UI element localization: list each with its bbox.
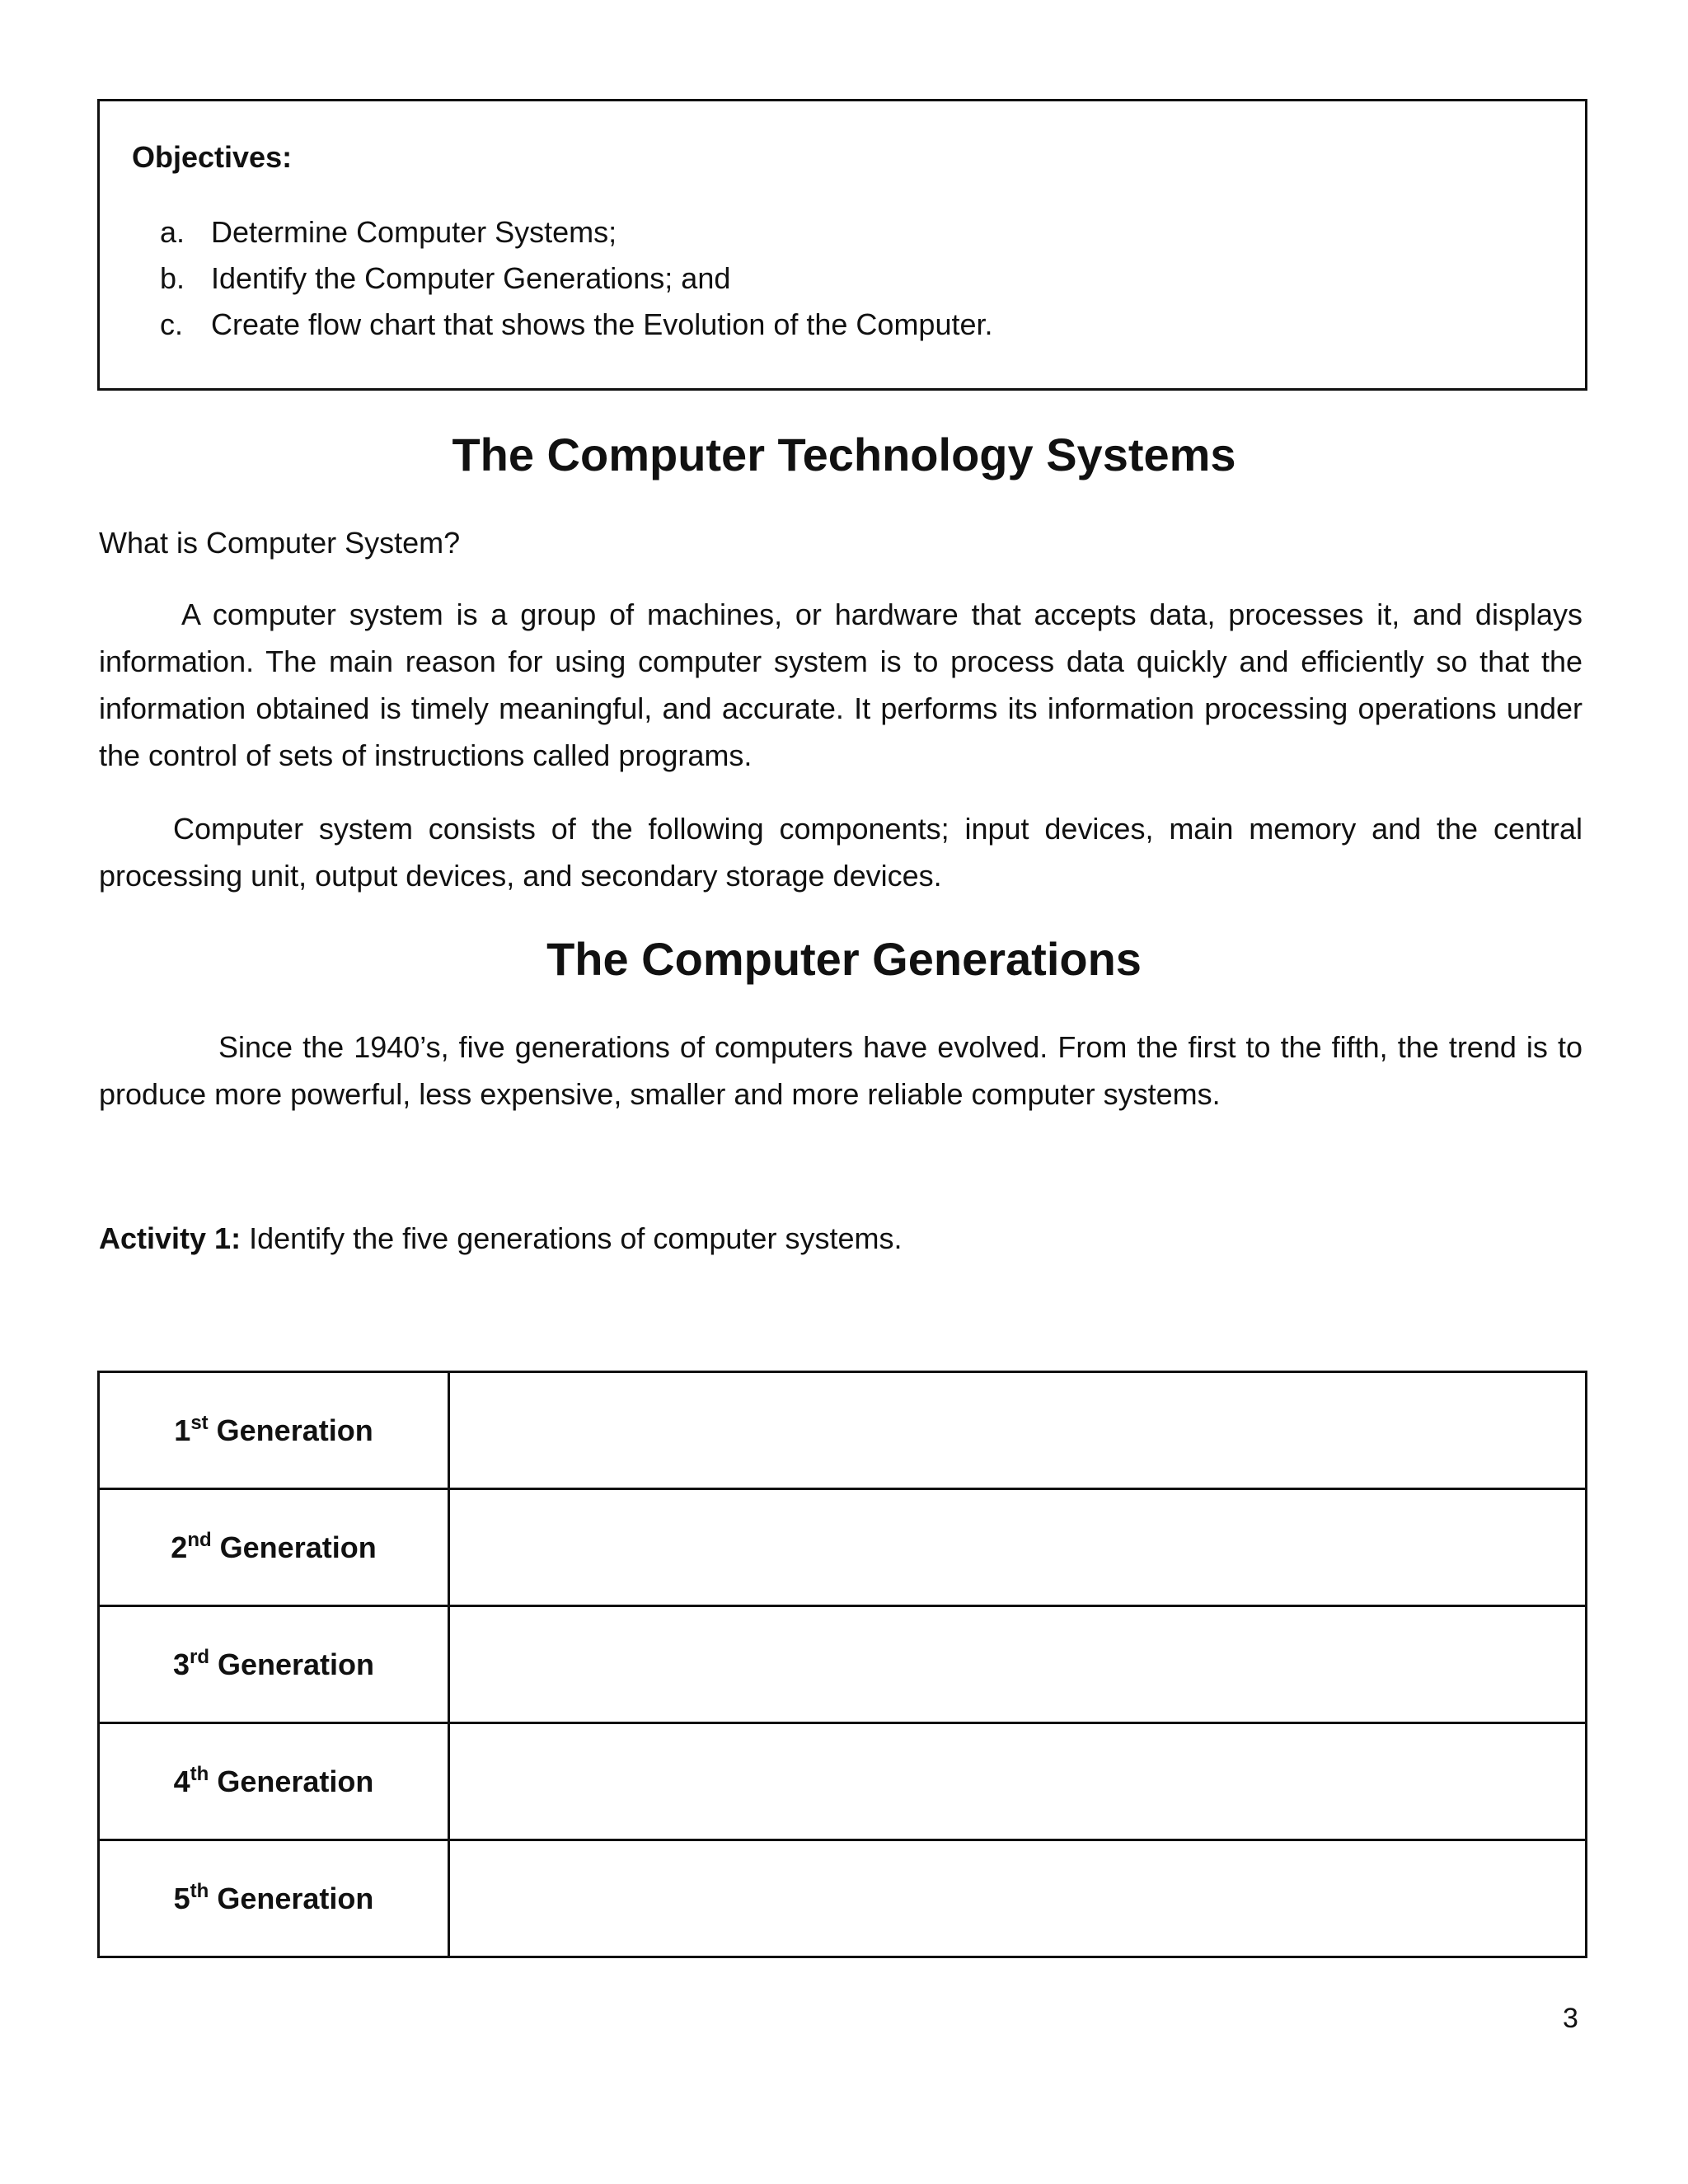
- table-row: [99, 1606, 1587, 1723]
- generation-answer-cell[interactable]: [449, 1723, 1587, 1840]
- table-row: [99, 1723, 1587, 1840]
- generation-answer-cell[interactable]: [449, 1372, 1587, 1489]
- activity-instruction: [99, 1221, 902, 1256]
- objective-text: Determine Computer Systems;: [211, 215, 617, 249]
- generation-label: 3rd Generation: [99, 1606, 449, 1723]
- generation-label: 4th Generation: [99, 1723, 449, 1840]
- section-heading-generations: The Computer Generations: [546, 933, 1142, 985]
- table-row: [99, 1840, 1587, 1957]
- table-row: [99, 1489, 1587, 1606]
- generation-label: 2nd Generation: [99, 1489, 449, 1606]
- objective-text: Identify the Computer Generations; and: [211, 261, 731, 295]
- paragraph-generations: Since the 1940’s, five generations of computers have evolved. From the first to the fifth, the trend is to produce more powerful, less expensive, smaller and more reliable computer systems.: [99, 1030, 1582, 1111]
- table-row: [99, 1372, 1587, 1489]
- question-text: What is Computer System?: [99, 526, 461, 560]
- activity-text: Identify the five generations of computer systems.: [241, 1221, 903, 1255]
- generation-answer-cell[interactable]: [449, 1840, 1587, 1957]
- activity-label: Activity 1:: [99, 1221, 241, 1255]
- objective-text: Create flow chart that shows the Evolution of the Computer.: [211, 307, 993, 341]
- objective-letter: b.: [160, 261, 185, 295]
- paragraph-components: Computer system consists of the following components; input devices, main memory and the central processing unit, output devices, and secondary storage devices.: [99, 812, 1582, 893]
- generation-label: 5th Generation: [99, 1840, 449, 1957]
- objective-item: [160, 262, 730, 295]
- generations-table: [97, 1371, 1587, 1958]
- generation-answer-cell[interactable]: [449, 1606, 1587, 1723]
- objective-letter: c.: [160, 307, 184, 341]
- objective-item: [160, 216, 617, 249]
- objective-letter: a.: [160, 215, 185, 249]
- section-heading-technology-systems: The Computer Technology Systems: [452, 429, 1236, 480]
- objectives-title: Objectives:: [132, 140, 293, 174]
- generation-answer-cell[interactable]: [449, 1489, 1587, 1606]
- objective-item: [160, 308, 993, 341]
- paragraph-computer-system: A computer system is a group of machines, or hardware that accepts data, processes it, and displays information. The main reason for using computer system is to process data quickly and efficiently so that the information obtained is timely meaningful, and accurate. It performs its information processing operations under the control of sets of instructions called programs.: [99, 598, 1582, 772]
- generation-label: 1st Generation: [99, 1372, 449, 1489]
- page-number: 3: [1563, 2003, 1578, 2034]
